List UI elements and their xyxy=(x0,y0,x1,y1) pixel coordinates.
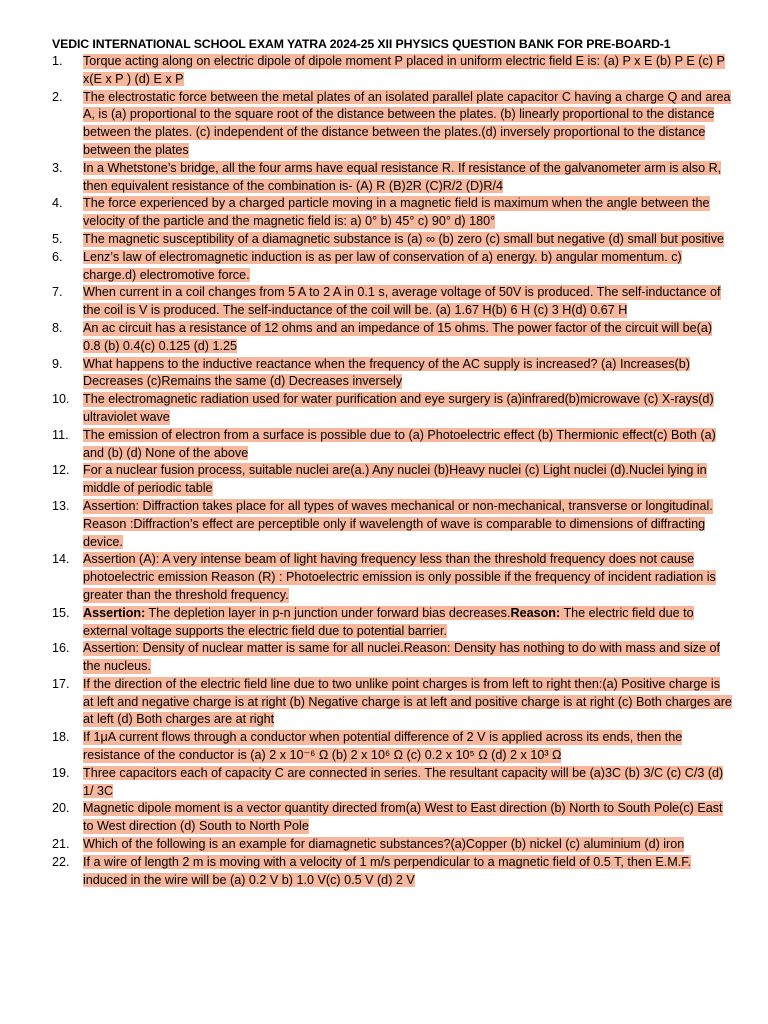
question-text: Three capacitors each of capacity C are connected in series. The resultant capacity will be (a)3C (b) 3/C (c) C/3 (d) 1/ 3C xyxy=(83,765,724,798)
question-text: Torque acting along on electric dipole of dipole moment P placed in uniform electric field E is: (a) P x E (b) P E (c) P x(E x P ) (d) E x P xyxy=(83,54,725,86)
question-item xyxy=(52,765,732,801)
question-text: Lenz’s law of electromagnetic induction is as per law of conservation of a) energy. b) angular momentum. c) charge.d) electromotive force. xyxy=(83,249,682,282)
reason-label: Reason: xyxy=(510,605,561,620)
question-item xyxy=(52,640,732,676)
question-text: Magnetic dipole moment is a vector quantity directed from(a) West to East direction (b) North to South Pole(c) East to West direction (d) South to North Pole xyxy=(83,801,723,834)
question-text: Which of the following is an example for diamagnetic substances?(a)Copper (b) nickel (c) aluminium (d) iron xyxy=(83,837,685,852)
question-number: 18. xyxy=(52,730,70,745)
question-item xyxy=(52,462,732,498)
question-number: 14. xyxy=(52,552,70,567)
question-item xyxy=(52,729,732,765)
question-number: 12. xyxy=(52,463,70,478)
question-item xyxy=(52,498,732,551)
question-text: When current in a coil changes from 5 A to 2 A in 0.1 s, average voltage of 50V is produced. The self-inductance of the coil is V is produced. The self-inductance of the coil will be. (a) 1.67 H(b) 6 H (c) 3 H(d) 0.67 H xyxy=(83,285,721,318)
question-text: Assertion: Density of nuclear matter is same for all nuclei.Reason: Density has nothing to do with mass and size of the nucleus. xyxy=(83,641,720,674)
question-item xyxy=(52,854,732,890)
question-number: 5. xyxy=(52,231,63,246)
question-number: 19. xyxy=(52,765,70,780)
question-text: The electrostatic force between the metal plates of an isolated parallel plate capacitor C having a charge Q and area A, is (a) proportional to the square root of the distance between the plates. (b) linearly proportional to the distance between the plates. (c) independent of the distance between the plates.(d) inversely proportional to the distance between the plates xyxy=(83,89,731,157)
question-number: 8. xyxy=(52,320,63,335)
question-item xyxy=(52,320,732,356)
question-item xyxy=(52,551,732,604)
question-number: 1. xyxy=(52,54,63,68)
question-text xyxy=(83,606,694,638)
question-item xyxy=(52,89,732,160)
question-number: 13. xyxy=(52,498,70,513)
question-item xyxy=(52,836,732,854)
document-title: VEDIC INTERNATIONAL SCHOOL EXAM YATRA 2024-25 XII PHYSICS QUESTION BANK FOR PRE-BOARD-1 xyxy=(52,37,671,51)
question-item xyxy=(52,605,732,641)
question-item xyxy=(52,391,732,427)
question-number: 4. xyxy=(52,196,63,211)
assertion-label: Assertion: xyxy=(83,605,146,620)
question-item xyxy=(52,160,732,196)
question-text: If the direction of the electric field line due to two unlike point charges is from left to right then:(a) Positive charge is at left and negative charge is at right (b) Negative charge is at left and positive charge is at right (c) Both charges are at left (d) Both charges are at right xyxy=(83,676,732,727)
question-number: 3. xyxy=(52,160,63,175)
question-text: For a nuclear fusion process, suitable nuclei are(a.) Any nuclei (b)Heavy nuclei (c) Light nuclei (d).Nuclei lying in middle of periodic table xyxy=(83,463,707,496)
question-text: What happens to the inductive reactance when the frequency of the AC supply is increased? (a) Increases(b) Decreases (c)Remains the same (d) Decreases inversely xyxy=(83,356,690,389)
question-text: If a wire of length 2 m is moving with a velocity of 1 m/s perpendicular to a magnetic field of 0.5 T, then E.M.F. induced in the wire will be (a) 0.2 V b) 1.0 V(c) 0.5 V (d) 2 V xyxy=(83,854,692,887)
question-number: 22. xyxy=(52,854,70,869)
question-item xyxy=(52,249,732,285)
question-item xyxy=(52,195,732,231)
question-number: 9. xyxy=(52,356,63,371)
question-item xyxy=(52,284,732,320)
question-text: The magnetic susceptibility of a diamagnetic substance is (a) ∞ (b) zero (c) small but negative (d) small but positive xyxy=(83,231,725,246)
question-number: 16. xyxy=(52,641,70,656)
question-number: 15. xyxy=(52,605,70,620)
question-text: An ac circuit has a resistance of 12 ohms and an impedance of 15 ohms. The power factor of the circuit will be(a) 0.8 (b) 0.4(c) 0.125 (d) 1.25 xyxy=(83,320,713,353)
question-item xyxy=(52,800,732,836)
question-item xyxy=(52,53,732,89)
question-number: 6. xyxy=(52,249,63,264)
question-text: In a Whetstone’s bridge, all the four arms have equal resistance R. If resistance of the galvanometer arm is also R, then equivalent resistance of the combination is- (A) R (B)2R (C)R/2 (D)R/4 xyxy=(83,160,722,193)
question-text: The emission of electron from a surface is possible due to (a) Photoelectric effect (b) Thermionic effect(c) Both (a) and (b) (d) None of the above xyxy=(83,427,716,460)
question-text: If 1μA current flows through a conductor when potential difference of 2 V is applied across its ends, then the resistance of the conductor is (a) 2 x 10⁻⁶ Ω (b) 2 x 10⁶ Ω (c) 0.2 x 10⁵ Ω (d) 2 x 10³ Ω xyxy=(83,730,683,763)
question-item xyxy=(52,676,732,729)
question-text: Assertion: Diffraction takes place for all types of waves mechanical or non-mechanical, transverse or longitudinal. Reason :Diffraction’s effect are perceptible only if wavelength of wave is comparable to dimensions of diffracting device. xyxy=(83,498,713,549)
assertion-text: The depletion layer in p-n junction under forward bias decreases. xyxy=(145,605,511,620)
question-text: Assertion (A): A very intense beam of light having frequency less than the threshold frequency does not cause photoelectric emission Reason (R) : Photoelectric emission is only possible if the frequency of incident radiation is greater than the threshold frequency. xyxy=(83,552,716,602)
question-number: 11. xyxy=(52,427,69,442)
question-list xyxy=(52,53,732,889)
question-number: 17. xyxy=(52,676,70,691)
question-number: 21. xyxy=(52,837,70,852)
question-item xyxy=(52,427,732,463)
question-number: 10. xyxy=(52,392,70,407)
question-text: The force experienced by a charged particle moving in a magnetic field is maximum when the angle between the velocity of the particle and the magnetic field is: a) 0° b) 45° c) 90° d) 180° xyxy=(83,196,710,229)
question-number: 2. xyxy=(52,89,63,104)
question-item xyxy=(52,356,732,392)
reason-text: The electric field due to external voltage supports the electric field due to potential barrier. xyxy=(83,605,694,638)
question-number: 7. xyxy=(52,285,63,300)
question-number: 20. xyxy=(52,801,70,816)
question-item xyxy=(52,231,732,249)
question-text: The electromagnetic radiation used for water purification and eye surgery is (a)infrared(b)microwave (c) X-rays(d) ultraviolet wave xyxy=(83,392,714,424)
